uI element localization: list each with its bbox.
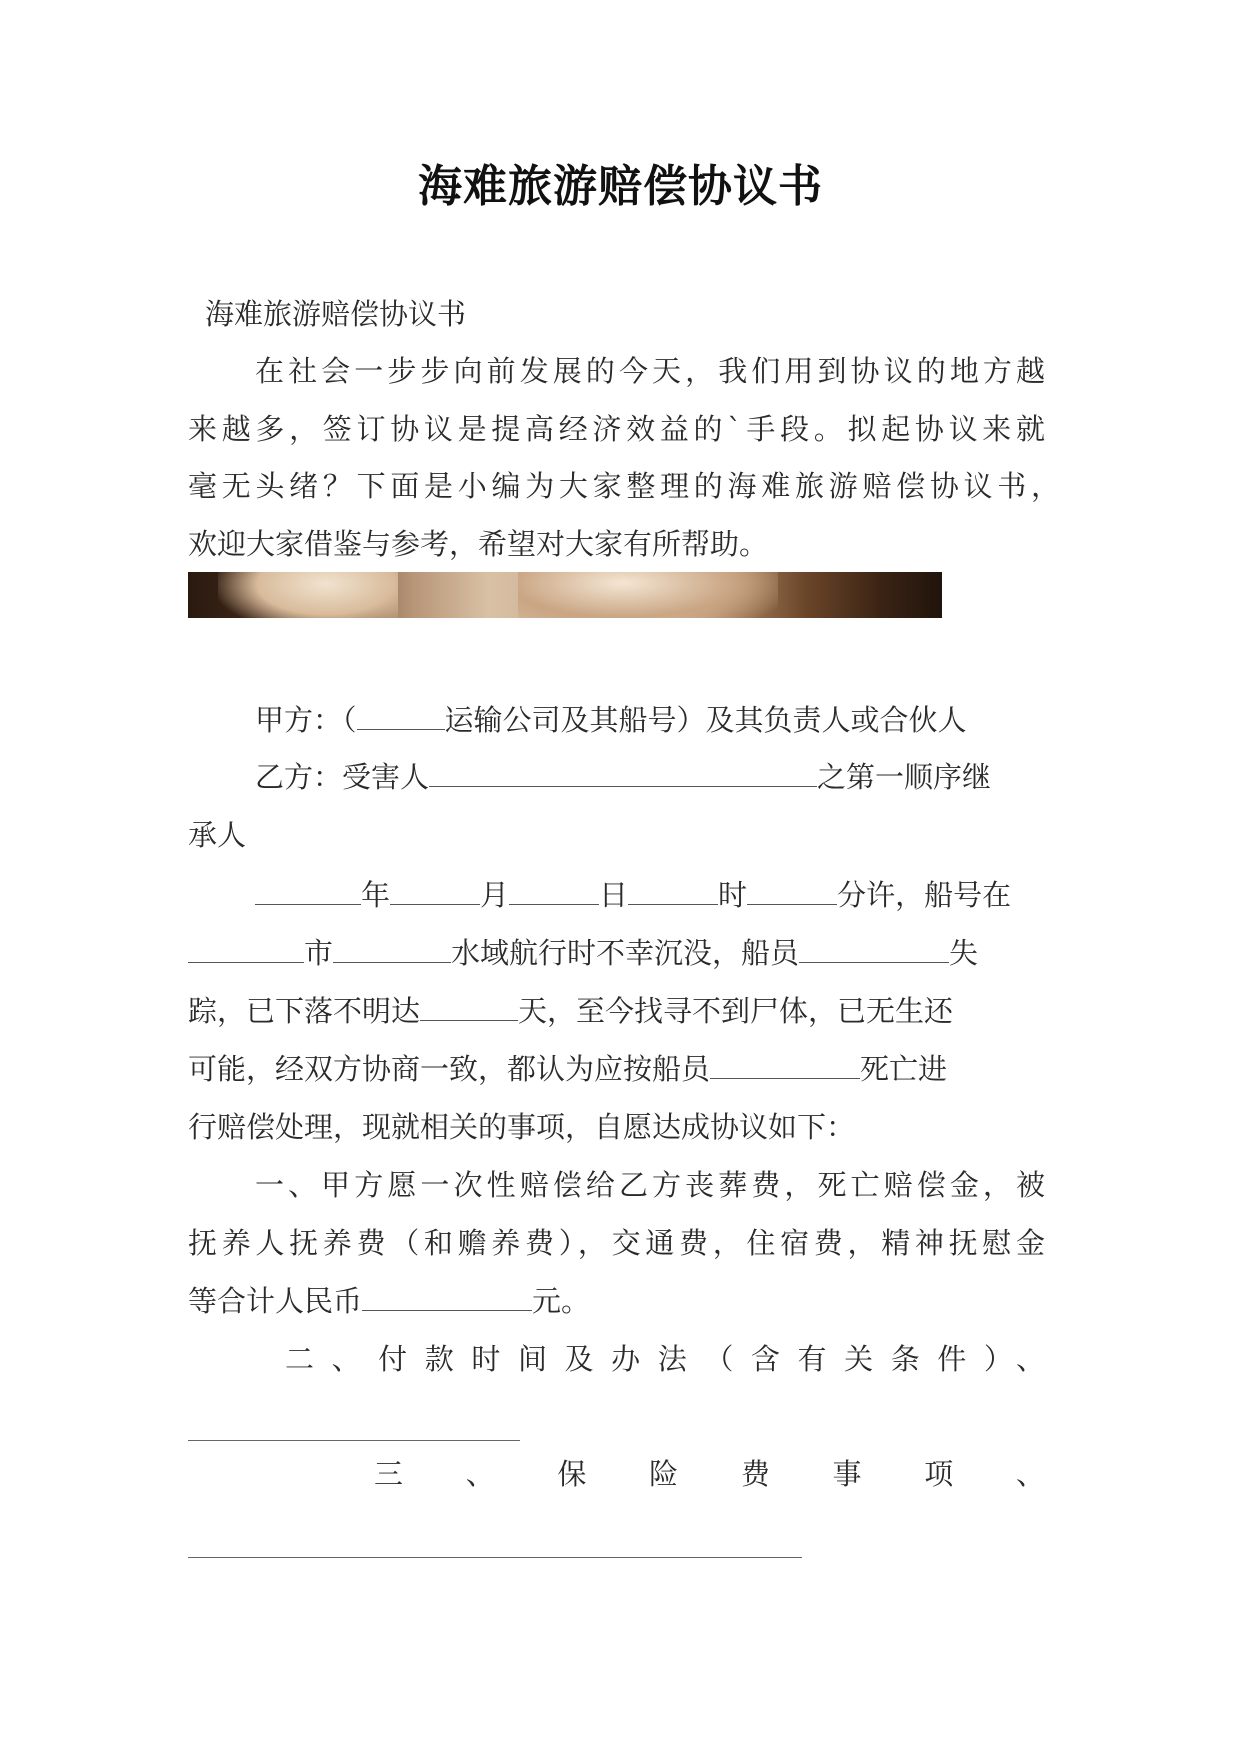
year-label: 年 <box>361 878 391 912</box>
incident-line-4 <box>188 1052 948 1086</box>
crew-blank <box>799 961 949 963</box>
month-blank <box>390 903 480 905</box>
clause1-line-2: 抚养人抚养费（和赡养费），交通费，住宿费，精神抚慰金 <box>188 1226 1045 1260</box>
party-b-suffix: 之第一顺序继 <box>817 760 992 794</box>
incident-line-4a: 可能，经双方协商一致，都认为应按船员 <box>188 1052 711 1086</box>
party-a-prefix: 甲方：（ <box>255 703 357 737</box>
party-a-blank <box>357 728 445 730</box>
minute-blank <box>747 903 837 905</box>
document-title: 海难旅游赔偿协议书 <box>418 161 823 212</box>
days-blank <box>420 1019 518 1021</box>
party-a-line <box>255 703 967 737</box>
minute-label: 分许，船号在 <box>837 878 1012 912</box>
hour-blank <box>628 903 718 905</box>
clause2-blank-rule <box>188 1440 520 1441</box>
amount-blank <box>362 1309 532 1311</box>
month-label: 月 <box>480 878 510 912</box>
clause2-heading: 二、付款时间及办法（含有关条件）、 <box>285 1342 1045 1376</box>
party-b-blank <box>429 785 817 787</box>
clause1-line-3b: 元。 <box>532 1284 591 1318</box>
lost-label: 失 <box>949 936 979 970</box>
water-blank <box>333 961 451 963</box>
incident-line-4b: 死亡进 <box>860 1052 948 1086</box>
intro-line-3: 毫无头绪？下面是小编为大家整理的海难旅游赔偿协议书， <box>188 469 1060 503</box>
incident-line-2 <box>188 936 979 970</box>
party-b-prefix: 乙方：受害人 <box>255 760 430 794</box>
water-label: 水域航行时不幸沉没，船员 <box>451 936 800 970</box>
hour-label: 时 <box>718 878 748 912</box>
clause1-line-3 <box>188 1284 591 1318</box>
intro-line-2: 来越多，签订协议是提高经济效益的`手段。拟起协议来就 <box>188 412 1045 446</box>
document-subtitle: 海难旅游赔偿协议书 <box>205 297 467 331</box>
incident-line-5: 行赔偿处理，现就相关的事项，自愿达成协议如下： <box>188 1110 856 1144</box>
day-label: 日 <box>599 878 629 912</box>
clause1-line-1: 一、甲方愿一次性赔偿给乙方丧葬费，死亡赔偿金，被 <box>255 1168 1045 1202</box>
incident-line-3 <box>188 994 954 1028</box>
party-b-line <box>255 760 992 794</box>
year-blank <box>255 903 361 905</box>
incident-line-3b: 天，至今找寻不到尸体，已无生还 <box>518 994 954 1028</box>
clause3-heading: 三、保险费事项、 <box>374 1457 1045 1491</box>
photo-strip <box>188 572 942 618</box>
party-b-cont: 承人 <box>188 818 247 852</box>
day-blank <box>509 903 599 905</box>
clause3-blank-rule <box>188 1557 802 1558</box>
intro-line-1: 在社会一步步向前发展的今天，我们用到协议的地方越 <box>255 354 1045 388</box>
incident-line-1 <box>255 878 1012 912</box>
city-blank <box>188 961 304 963</box>
intro-line-4: 欢迎大家借鉴与参考，希望对大家有所帮助。 <box>188 527 769 561</box>
clause1-line-3a: 等合计人民币 <box>188 1284 363 1318</box>
incident-line-3a: 踪，已下落不明达 <box>188 994 421 1028</box>
party-a-suffix: 运输公司及其船号）及其负责人或合伙人 <box>444 703 967 737</box>
crew-name-blank <box>710 1077 860 1079</box>
city-label: 市 <box>304 936 334 970</box>
